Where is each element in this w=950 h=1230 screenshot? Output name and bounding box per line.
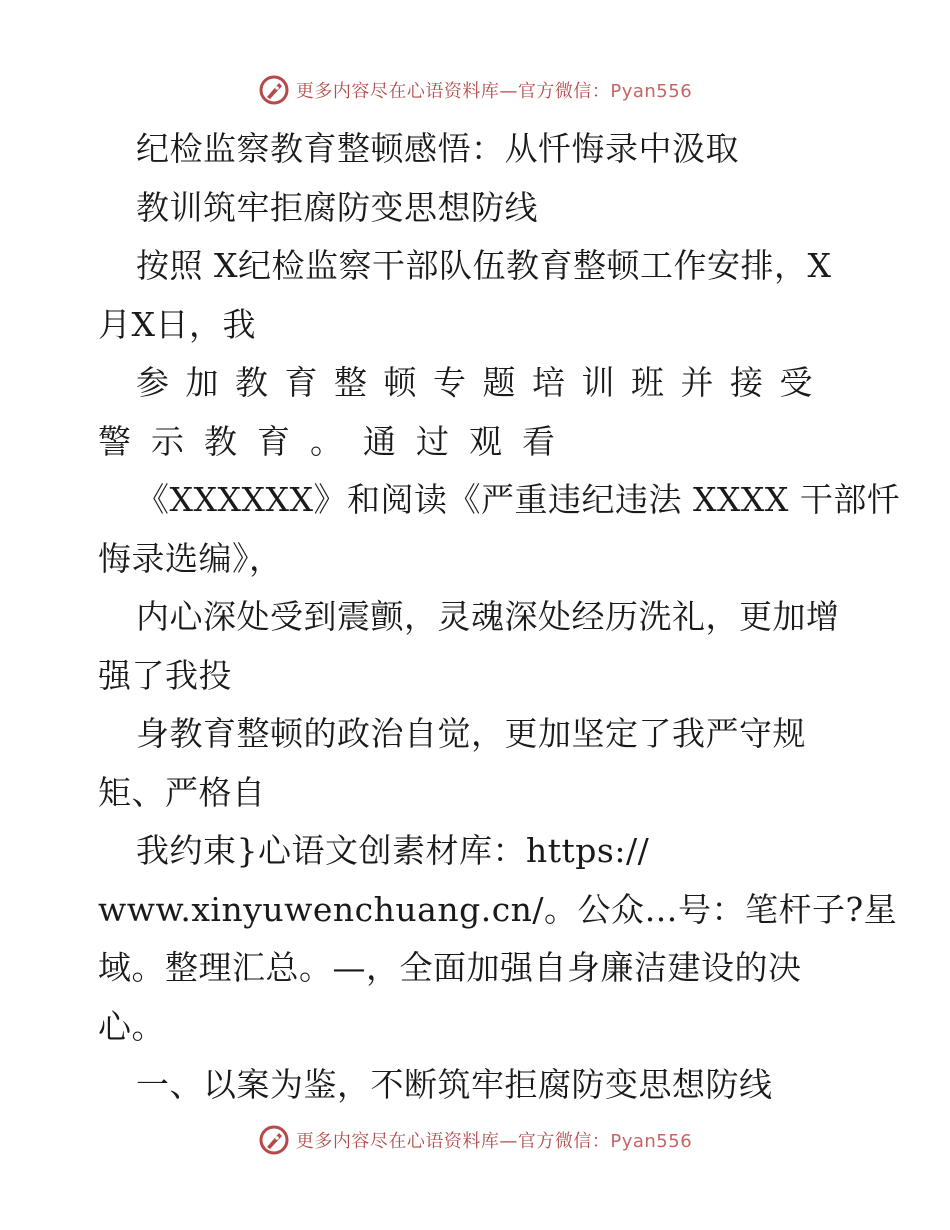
paragraph-line: www.xinyuwenchuang.cn/。公众…号：笔杆子?星	[98, 889, 898, 929]
paragraph-line: 参加教育整顿专题培训班并接受	[136, 363, 829, 402]
watermark-handle: Pyan556	[610, 81, 693, 102]
paragraph-line: 矩、严格自	[98, 772, 266, 812]
watermark-text: 更多内容尽在心语资料库—官方微信：Pyan556	[295, 1131, 693, 1152]
paragraph-line: 强了我投	[98, 655, 232, 695]
watermark-text: 更多内容尽在心语资料库—官方微信：Pyan556	[295, 81, 693, 102]
paragraph-line: 域。整理汇总。—，全面加强自身廉洁建设的决	[98, 948, 802, 987]
paragraph-line: 警示教育。通过观看	[98, 421, 575, 461]
section-heading: 一、以案为鉴，不断筑牢拒腐防变思想防线	[136, 1065, 773, 1104]
watermark-handle: Pyan556	[610, 1131, 693, 1152]
paragraph-line: 按照 X纪检监察干部队伍教育整顿工作安排，X	[136, 246, 832, 285]
paragraph-line: 月X日，我	[98, 304, 256, 344]
title-line-1: 纪检监察教育整顿感悟：从忏悔录中汲取	[136, 129, 739, 168]
paragraph-line: 悔录选编》，	[98, 538, 283, 578]
pen-nib-logo-icon	[258, 1124, 290, 1156]
paragraph-line: 身教育整顿的政治自觉，更加坚定了我严守规	[136, 714, 806, 753]
header-watermark	[0, 72, 950, 108]
paragraph-line: 心。	[98, 1006, 165, 1046]
paragraph-line: 《XXXXXX》和阅读《严重违纪违法 XXXX 干部忏	[136, 480, 901, 519]
paragraph-line: 内心深处受到震颤，灵魂深处经历洗礼，更加增	[136, 597, 840, 636]
pen-nib-logo-icon	[258, 74, 290, 106]
footer-watermark	[0, 1122, 950, 1158]
title-line-2: 教训筑牢拒腐防变思想防线	[136, 187, 538, 227]
paragraph-line: 我约束}心语文创素材库：https://	[136, 831, 650, 870]
document-body	[98, 120, 901, 1115]
